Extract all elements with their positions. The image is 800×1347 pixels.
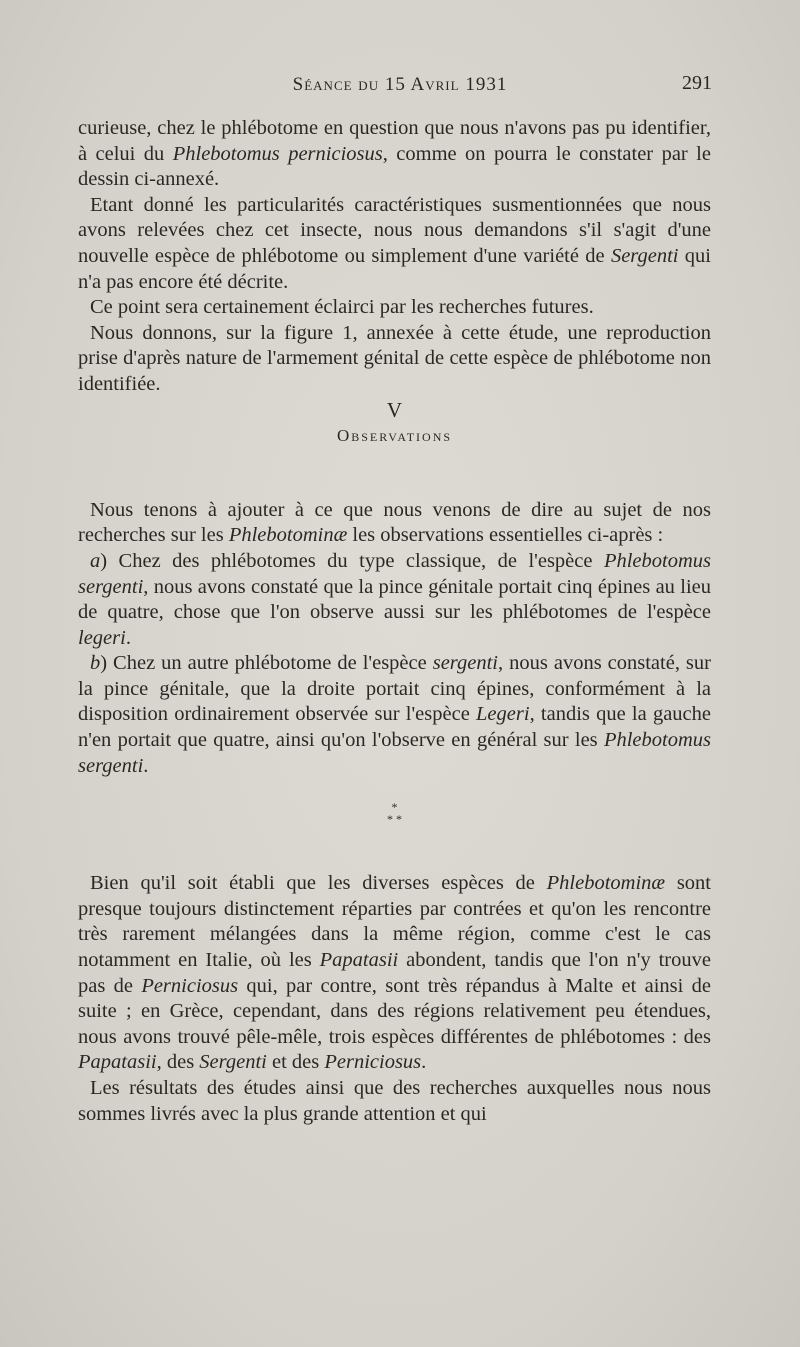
text-run: qui, par contre, sont très répandus à Malte et ainsi de suite ; en Grèce, cependant, dans des régions relativement peu étendues, nous avons trouvé pêle-mêle, trois espèces différentes de phlébotomes : des xyxy=(78,974,711,1048)
text-run: , des xyxy=(156,1051,200,1074)
text-run: ) Chez un autre phlébotome de l'espèce xyxy=(100,652,433,675)
asterism-top: * xyxy=(391,800,398,815)
text-run: Nous tenons à ajouter à ce que nous venons de dire au sujet de nos recherches sur les xyxy=(78,498,711,547)
observation-a xyxy=(78,549,711,651)
text-run: ) Chez des phlébotomes du type classique, de l'espèce xyxy=(100,549,604,572)
species-name: Phlebotomus sergenti xyxy=(78,549,711,598)
asterism-separator xyxy=(78,801,711,825)
species-name: Sergenti xyxy=(199,1051,267,1074)
page-header xyxy=(0,72,800,102)
text-run: abondent, tandis que l'on n'y trouve pas de xyxy=(78,949,711,997)
text-run: . xyxy=(125,626,131,649)
species-name: sergenti xyxy=(432,652,499,675)
text-run: Etant donné les particularités caractéristiques susmentionnées que nous avons relevées chez cet insecte, nous nous demandons s'il s'agit d'une nouvelle espèce de phlébotome ou simplement d'une variété de xyxy=(78,193,711,267)
text-run: , nous avons constaté, sur la pince génitale, que la droite portait cinq épines, conformément à la disposition ordinairement observée sur l'espèce xyxy=(78,652,711,726)
species-name: Legeri xyxy=(476,703,530,726)
item-label: a xyxy=(90,549,101,572)
text-run: , nous avons constaté que la pince génitale portait cinq épines au lieu de quatre, chose que l'on observe aussi sur les phlébotomes de l'espèce xyxy=(78,575,711,624)
species-name: Papatasii xyxy=(78,1051,157,1074)
asterism-bottom: * * xyxy=(387,812,402,827)
species-name: Sergenti xyxy=(610,244,679,267)
species-name: Phlebotomus sergenti xyxy=(78,729,711,777)
species-name: Papatasii xyxy=(319,949,399,972)
species-name: legeri xyxy=(78,626,126,649)
text-run: les observations essentielles ci-après : xyxy=(347,524,664,547)
text-run: . xyxy=(421,1051,427,1074)
species-name: Perniciosus xyxy=(141,974,239,997)
text-run: , tandis que la gauche n'en portait que quatre, ainsi qu'on l'observe en général sur les xyxy=(78,703,711,752)
section-numeral: V xyxy=(386,397,403,422)
paragraph-final: Les résultats des études ainsi que des recherches auxquelles nous nous sommes livrés avec la plus grande attention et qui xyxy=(78,1077,711,1125)
text-run: curieuse, chez le phlébotome en question que nous n'avons pas pu identifier, à celui du xyxy=(78,117,711,165)
species-name: Phlebotominæ xyxy=(546,872,666,895)
text-run: et des xyxy=(266,1051,325,1074)
page-body xyxy=(78,116,711,1127)
species-name: Phlebotominæ xyxy=(228,524,348,547)
paragraph-closing xyxy=(78,871,711,1076)
paragraph-continuation xyxy=(78,116,711,193)
running-head: Séance du 15 Avril 1931 xyxy=(292,74,508,95)
paragraph: Ce point sera certainement éclairci par les recherches futures. xyxy=(90,296,594,319)
species-name: Phlebotomus perniciosus xyxy=(172,142,383,165)
text-run: Bien qu'il soit établi que les diverses espèces de xyxy=(90,872,547,895)
item-label: b xyxy=(90,652,101,675)
paragraph xyxy=(78,193,711,295)
paragraph: Nous donnons, sur la figure 1, annexée à cette étude, une reproduction prise d'après nature de l'armement génital de cette espèce de phlébotome non identifiée. xyxy=(78,321,711,395)
text-run: qui n'a pas encore été décrite. xyxy=(78,244,712,293)
observation-b xyxy=(78,651,711,779)
species-name: Perniciosus xyxy=(324,1051,422,1074)
text-run: sont presque toujours distinctement réparties par contrées et qu'on les rencontre très rarement mélangées dans la même région, comme c'est le cas notamment en Italie, où les xyxy=(78,872,711,972)
text-run: . xyxy=(143,754,149,777)
section-title: Observations xyxy=(336,426,453,446)
page-number: 291 xyxy=(682,72,712,94)
text-run: , comme on pourra le constater par le dessin ci-annexé. xyxy=(78,142,711,191)
paragraph-observations-intro xyxy=(78,498,711,549)
